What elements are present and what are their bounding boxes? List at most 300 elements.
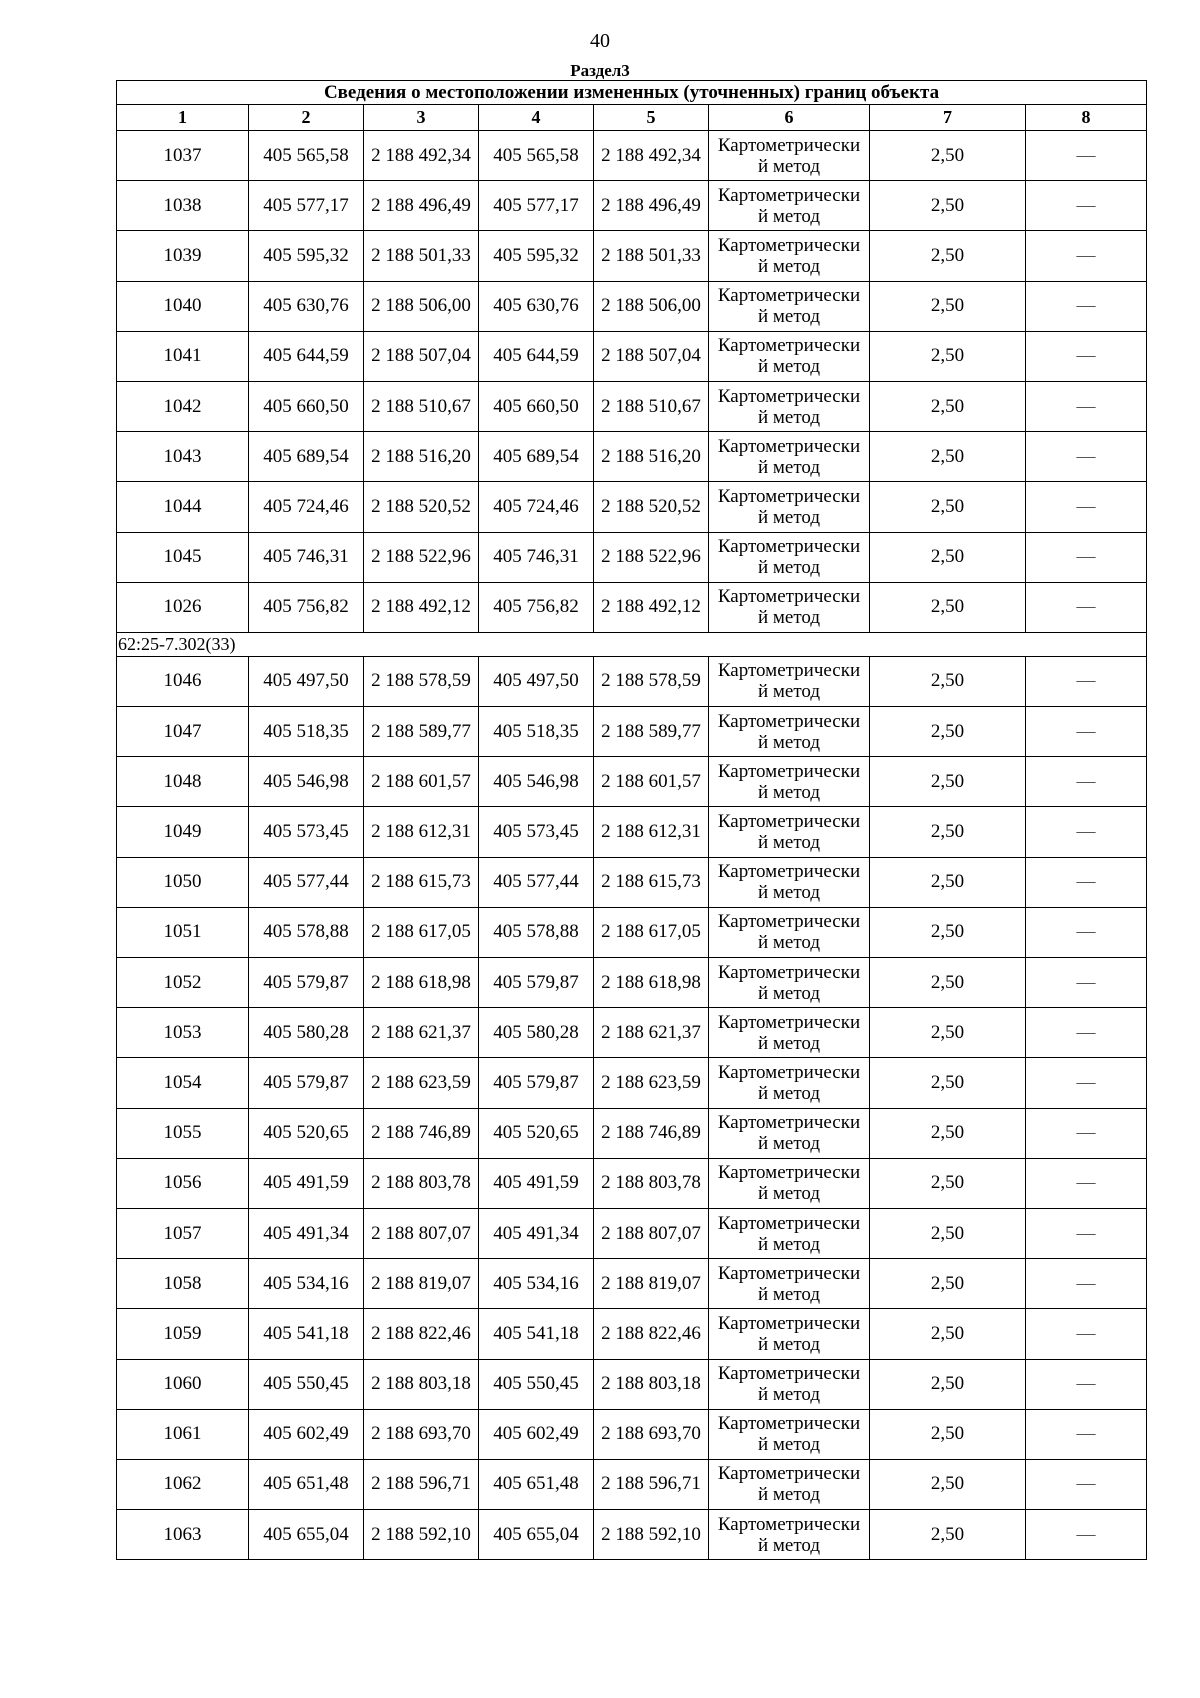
accuracy-value: 2,50	[870, 1510, 1026, 1560]
method-line-1: Картометрически	[717, 485, 861, 507]
y-coordinate-refined: 2 188 612,31	[594, 807, 709, 857]
accuracy-value: 2,50	[870, 757, 1026, 807]
method-line-2: й метод	[757, 1283, 821, 1305]
method-line-2: й метод	[757, 1484, 821, 1506]
accuracy-value: 2,50	[870, 907, 1026, 957]
method-cell	[709, 1208, 870, 1258]
method-line-2: й метод	[757, 205, 821, 227]
y-coordinate-refined: 2 188 621,37	[594, 1008, 709, 1058]
point-number: 1038	[117, 181, 249, 231]
table-row	[117, 1459, 1147, 1509]
method-cell	[709, 958, 870, 1008]
page-number: 40	[590, 30, 610, 52]
y-coordinate-existing: 2 188 693,70	[364, 1409, 479, 1459]
point-number: 1056	[117, 1158, 249, 1208]
method-line-1: Картометрически	[717, 184, 861, 206]
table-row	[117, 432, 1147, 482]
method-line-1: Картометрически	[717, 1162, 861, 1184]
method-cell	[709, 707, 870, 757]
accuracy-value: 2,50	[870, 131, 1026, 181]
accuracy-value: 2,50	[870, 331, 1026, 381]
y-coordinate-existing: 2 188 601,57	[364, 757, 479, 807]
dash-cell: —	[1026, 1208, 1147, 1258]
x-coordinate-refined: 405 660,50	[479, 381, 594, 431]
y-coordinate-refined: 2 188 506,00	[594, 281, 709, 331]
y-coordinate-existing: 2 188 492,12	[364, 582, 479, 632]
method-line-1: Картометрически	[717, 1011, 861, 1033]
method-line-1: Картометрически	[717, 1061, 861, 1083]
x-coordinate-existing: 405 497,50	[249, 656, 364, 706]
x-coordinate-refined: 405 689,54	[479, 432, 594, 482]
method-cell	[709, 1158, 870, 1208]
method-line-1: Картометрически	[717, 285, 861, 307]
x-coordinate-refined: 405 573,45	[479, 807, 594, 857]
method-cell	[709, 181, 870, 231]
table-row	[117, 532, 1147, 582]
accuracy-value: 2,50	[870, 1108, 1026, 1158]
method-line-2: й метод	[757, 607, 821, 629]
dash-cell: —	[1026, 231, 1147, 281]
method-line-1: Картометрически	[717, 710, 861, 732]
x-coordinate-existing: 405 630,76	[249, 281, 364, 331]
point-number: 1057	[117, 1208, 249, 1258]
dash-cell: —	[1026, 857, 1147, 907]
table-row	[117, 482, 1147, 532]
method-cell	[709, 807, 870, 857]
method-line-2: й метод	[757, 255, 821, 277]
table-row	[117, 582, 1147, 632]
y-coordinate-refined: 2 188 822,46	[594, 1309, 709, 1359]
point-number: 1048	[117, 757, 249, 807]
dash-cell: —	[1026, 532, 1147, 582]
dash-cell: —	[1026, 381, 1147, 431]
x-coordinate-existing: 405 565,58	[249, 131, 364, 181]
x-coordinate-existing: 405 491,59	[249, 1158, 364, 1208]
dash-cell: —	[1026, 1259, 1147, 1309]
x-coordinate-existing: 405 660,50	[249, 381, 364, 431]
x-coordinate-refined: 405 520,65	[479, 1108, 594, 1158]
x-coordinate-refined: 405 578,88	[479, 907, 594, 957]
x-coordinate-refined: 405 580,28	[479, 1008, 594, 1058]
x-coordinate-existing: 405 541,18	[249, 1309, 364, 1359]
dash-cell: —	[1026, 1359, 1147, 1409]
point-number: 1053	[117, 1008, 249, 1058]
method-line-1: Картометрически	[717, 1212, 861, 1234]
method-cell	[709, 757, 870, 807]
y-coordinate-refined: 2 188 693,70	[594, 1409, 709, 1459]
method-cell	[709, 582, 870, 632]
coordinates-table	[116, 80, 1147, 1560]
x-coordinate-refined: 405 550,45	[479, 1359, 594, 1409]
method-line-1: Картометрически	[717, 911, 861, 933]
method-line-2: й метод	[757, 882, 821, 904]
accuracy-value: 2,50	[870, 532, 1026, 582]
y-coordinate-existing: 2 188 492,34	[364, 131, 479, 181]
x-coordinate-refined: 405 724,46	[479, 482, 594, 532]
point-number: 1037	[117, 131, 249, 181]
table-row	[117, 757, 1147, 807]
method-line-2: й метод	[757, 1032, 821, 1054]
point-number: 1049	[117, 807, 249, 857]
method-line-2: й метод	[757, 1133, 821, 1155]
y-coordinate-existing: 2 188 496,49	[364, 181, 479, 231]
y-coordinate-existing: 2 188 578,59	[364, 656, 479, 706]
method-line-1: Картометрически	[717, 861, 861, 883]
dash-cell: —	[1026, 1459, 1147, 1509]
dash-cell: —	[1026, 1409, 1147, 1459]
table-row	[117, 281, 1147, 331]
point-number: 1041	[117, 331, 249, 381]
y-coordinate-existing: 2 188 618,98	[364, 958, 479, 1008]
method-cell	[709, 532, 870, 582]
y-coordinate-refined: 2 188 492,12	[594, 582, 709, 632]
accuracy-value: 2,50	[870, 1259, 1026, 1309]
y-coordinate-existing: 2 188 516,20	[364, 432, 479, 482]
y-coordinate-existing: 2 188 623,59	[364, 1058, 479, 1108]
dash-cell: —	[1026, 1309, 1147, 1359]
method-cell	[709, 381, 870, 431]
method-line-1: Картометрически	[717, 660, 861, 682]
x-coordinate-refined: 405 491,34	[479, 1208, 594, 1258]
dash-cell: —	[1026, 482, 1147, 532]
dash-cell: —	[1026, 1108, 1147, 1158]
y-coordinate-existing: 2 188 746,89	[364, 1108, 479, 1158]
table-row	[117, 131, 1147, 181]
accuracy-value: 2,50	[870, 231, 1026, 281]
method-cell	[709, 131, 870, 181]
table-row	[117, 1208, 1147, 1258]
accuracy-value: 2,50	[870, 1208, 1026, 1258]
x-coordinate-existing: 405 602,49	[249, 1409, 364, 1459]
method-line-1: Картометрически	[717, 335, 861, 357]
column-number: 5	[594, 105, 709, 131]
accuracy-value: 2,50	[870, 582, 1026, 632]
dash-cell: —	[1026, 131, 1147, 181]
x-coordinate-existing: 405 577,44	[249, 857, 364, 907]
x-coordinate-refined: 405 577,17	[479, 181, 594, 231]
method-cell	[709, 231, 870, 281]
y-coordinate-refined: 2 188 596,71	[594, 1459, 709, 1509]
x-coordinate-refined: 405 579,87	[479, 1058, 594, 1108]
y-coordinate-refined: 2 188 807,07	[594, 1208, 709, 1258]
table-row	[117, 1108, 1147, 1158]
method-cell	[709, 281, 870, 331]
y-coordinate-refined: 2 188 496,49	[594, 181, 709, 231]
accuracy-value: 2,50	[870, 432, 1026, 482]
point-number: 1059	[117, 1309, 249, 1359]
method-cell	[709, 1359, 870, 1409]
y-coordinate-existing: 2 188 612,31	[364, 807, 479, 857]
x-coordinate-refined: 405 579,87	[479, 958, 594, 1008]
method-line-1: Картометрически	[717, 1513, 861, 1535]
y-coordinate-refined: 2 188 501,33	[594, 231, 709, 281]
point-number: 1061	[117, 1409, 249, 1459]
y-coordinate-existing: 2 188 822,46	[364, 1309, 479, 1359]
y-coordinate-existing: 2 188 617,05	[364, 907, 479, 957]
table-row	[117, 1409, 1147, 1459]
y-coordinate-refined: 2 188 592,10	[594, 1510, 709, 1560]
method-line-1: Картометрически	[717, 435, 861, 457]
y-coordinate-existing: 2 188 522,96	[364, 532, 479, 582]
table-row	[117, 181, 1147, 231]
y-coordinate-refined: 2 188 819,07	[594, 1259, 709, 1309]
table-row	[117, 1008, 1147, 1058]
x-coordinate-existing: 405 550,45	[249, 1359, 364, 1409]
column-number-row	[117, 105, 1147, 131]
x-coordinate-refined: 405 651,48	[479, 1459, 594, 1509]
point-number: 1052	[117, 958, 249, 1008]
y-coordinate-existing: 2 188 501,33	[364, 231, 479, 281]
method-line-2: й метод	[757, 781, 821, 803]
table-row	[117, 958, 1147, 1008]
x-coordinate-existing: 405 724,46	[249, 482, 364, 532]
table-row	[117, 807, 1147, 857]
x-coordinate-existing: 405 746,31	[249, 532, 364, 582]
dash-cell: —	[1026, 281, 1147, 331]
dash-cell: —	[1026, 958, 1147, 1008]
x-coordinate-refined: 405 602,49	[479, 1409, 594, 1459]
dash-cell: —	[1026, 707, 1147, 757]
accuracy-value: 2,50	[870, 1409, 1026, 1459]
accuracy-value: 2,50	[870, 181, 1026, 231]
method-cell	[709, 1510, 870, 1560]
table-row	[117, 1309, 1147, 1359]
dash-cell: —	[1026, 582, 1147, 632]
y-coordinate-refined: 2 188 578,59	[594, 656, 709, 706]
table-row	[117, 331, 1147, 381]
method-line-1: Картометрически	[717, 1363, 861, 1385]
accuracy-value: 2,50	[870, 1008, 1026, 1058]
method-cell	[709, 656, 870, 706]
x-coordinate-existing: 405 546,98	[249, 757, 364, 807]
method-cell	[709, 1058, 870, 1108]
section-title: Раздел3	[570, 61, 630, 80]
dash-cell: —	[1026, 432, 1147, 482]
method-line-2: й метод	[757, 1384, 821, 1406]
x-coordinate-existing: 405 595,32	[249, 231, 364, 281]
y-coordinate-refined: 2 188 589,77	[594, 707, 709, 757]
y-coordinate-existing: 2 188 589,77	[364, 707, 479, 757]
accuracy-value: 2,50	[870, 807, 1026, 857]
x-coordinate-refined: 405 756,82	[479, 582, 594, 632]
method-line-2: й метод	[757, 1333, 821, 1355]
method-line-1: Картометрически	[717, 1262, 861, 1284]
table-row	[117, 1158, 1147, 1208]
point-number: 1051	[117, 907, 249, 957]
x-coordinate-refined: 405 534,16	[479, 1259, 594, 1309]
dash-cell: —	[1026, 1008, 1147, 1058]
method-line-2: й метод	[757, 681, 821, 703]
table-row	[117, 1259, 1147, 1309]
column-number: 7	[870, 105, 1026, 131]
dash-cell: —	[1026, 1510, 1147, 1560]
method-line-2: й метод	[757, 456, 821, 478]
y-coordinate-refined: 2 188 803,18	[594, 1359, 709, 1409]
x-coordinate-existing: 405 534,16	[249, 1259, 364, 1309]
table-caption: Сведения о местоположении измененных (уточненных) границ объекта	[117, 81, 1147, 105]
y-coordinate-existing: 2 188 807,07	[364, 1208, 479, 1258]
column-number: 2	[249, 105, 364, 131]
dash-cell: —	[1026, 807, 1147, 857]
y-coordinate-refined: 2 188 601,57	[594, 757, 709, 807]
point-number: 1042	[117, 381, 249, 431]
accuracy-value: 2,50	[870, 857, 1026, 907]
dash-cell: —	[1026, 1058, 1147, 1108]
y-coordinate-existing: 2 188 507,04	[364, 331, 479, 381]
y-coordinate-existing: 2 188 819,07	[364, 1259, 479, 1309]
point-number: 1047	[117, 707, 249, 757]
y-coordinate-existing: 2 188 803,18	[364, 1359, 479, 1409]
dash-cell: —	[1026, 907, 1147, 957]
y-coordinate-existing: 2 188 596,71	[364, 1459, 479, 1509]
method-cell	[709, 1108, 870, 1158]
point-number: 1045	[117, 532, 249, 582]
x-coordinate-existing: 405 518,35	[249, 707, 364, 757]
method-line-2: й метод	[757, 406, 821, 428]
group-row	[117, 632, 1147, 656]
method-line-1: Картометрически	[717, 811, 861, 833]
method-cell	[709, 907, 870, 957]
y-coordinate-refined: 2 188 507,04	[594, 331, 709, 381]
method-line-1: Картометрически	[717, 536, 861, 558]
x-coordinate-existing: 405 689,54	[249, 432, 364, 482]
x-coordinate-refined: 405 541,18	[479, 1309, 594, 1359]
method-line-2: й метод	[757, 832, 821, 854]
accuracy-value: 2,50	[870, 707, 1026, 757]
y-coordinate-existing: 2 188 592,10	[364, 1510, 479, 1560]
method-line-2: й метод	[757, 506, 821, 528]
x-coordinate-refined: 405 595,32	[479, 231, 594, 281]
method-cell	[709, 331, 870, 381]
x-coordinate-refined: 405 491,59	[479, 1158, 594, 1208]
y-coordinate-refined: 2 188 520,52	[594, 482, 709, 532]
method-cell	[709, 857, 870, 907]
method-line-2: й метод	[757, 356, 821, 378]
x-coordinate-existing: 405 651,48	[249, 1459, 364, 1509]
dash-cell: —	[1026, 181, 1147, 231]
point-number: 1062	[117, 1459, 249, 1509]
y-coordinate-refined: 2 188 510,67	[594, 381, 709, 431]
point-number: 1026	[117, 582, 249, 632]
point-number: 1046	[117, 656, 249, 706]
point-number: 1044	[117, 482, 249, 532]
group-label: 62:25-7.302(33)	[117, 632, 1147, 656]
x-coordinate-refined: 405 497,50	[479, 656, 594, 706]
y-coordinate-refined: 2 188 615,73	[594, 857, 709, 907]
point-number: 1063	[117, 1510, 249, 1560]
method-line-1: Картометрически	[717, 1463, 861, 1485]
y-coordinate-refined: 2 188 623,59	[594, 1058, 709, 1108]
method-cell	[709, 1259, 870, 1309]
x-coordinate-existing: 405 756,82	[249, 582, 364, 632]
column-number: 6	[709, 105, 870, 131]
x-coordinate-refined: 405 577,44	[479, 857, 594, 907]
method-line-2: й метод	[757, 557, 821, 579]
column-number: 3	[364, 105, 479, 131]
method-line-1: Картометрически	[717, 234, 861, 256]
column-number: 1	[117, 105, 249, 131]
accuracy-value: 2,50	[870, 381, 1026, 431]
method-cell	[709, 482, 870, 532]
method-line-1: Картометрически	[717, 134, 861, 156]
y-coordinate-existing: 2 188 615,73	[364, 857, 479, 907]
method-line-2: й метод	[757, 982, 821, 1004]
point-number: 1055	[117, 1108, 249, 1158]
x-coordinate-existing: 405 577,17	[249, 181, 364, 231]
table-row	[117, 1510, 1147, 1560]
method-cell	[709, 1409, 870, 1459]
y-coordinate-existing: 2 188 510,67	[364, 381, 479, 431]
x-coordinate-refined: 405 565,58	[479, 131, 594, 181]
method-line-1: Картометрически	[717, 1112, 861, 1134]
y-coordinate-existing: 2 188 506,00	[364, 281, 479, 331]
y-coordinate-refined: 2 188 522,96	[594, 532, 709, 582]
y-coordinate-refined: 2 188 746,89	[594, 1108, 709, 1158]
method-line-2: й метод	[757, 932, 821, 954]
accuracy-value: 2,50	[870, 1359, 1026, 1409]
x-coordinate-refined: 405 746,31	[479, 532, 594, 582]
point-number: 1058	[117, 1259, 249, 1309]
table-row	[117, 907, 1147, 957]
accuracy-value: 2,50	[870, 656, 1026, 706]
y-coordinate-refined: 2 188 803,78	[594, 1158, 709, 1208]
point-number: 1043	[117, 432, 249, 482]
table-row	[117, 857, 1147, 907]
method-line-2: й метод	[757, 1434, 821, 1456]
method-line-1: Картометрически	[717, 760, 861, 782]
accuracy-value: 2,50	[870, 281, 1026, 331]
x-coordinate-refined: 405 518,35	[479, 707, 594, 757]
point-number: 1050	[117, 857, 249, 907]
table-row	[117, 1058, 1147, 1108]
x-coordinate-existing: 405 644,59	[249, 331, 364, 381]
y-coordinate-existing: 2 188 520,52	[364, 482, 479, 532]
dash-cell: —	[1026, 656, 1147, 706]
method-line-1: Картометрически	[717, 1413, 861, 1435]
x-coordinate-refined: 405 655,04	[479, 1510, 594, 1560]
table-row	[117, 1359, 1147, 1409]
x-coordinate-existing: 405 573,45	[249, 807, 364, 857]
method-line-2: й метод	[757, 1082, 821, 1104]
point-number: 1039	[117, 231, 249, 281]
method-line-1: Картометрически	[717, 385, 861, 407]
y-coordinate-existing: 2 188 621,37	[364, 1008, 479, 1058]
point-number: 1060	[117, 1359, 249, 1409]
method-line-2: й метод	[757, 155, 821, 177]
dash-cell: —	[1026, 331, 1147, 381]
accuracy-value: 2,50	[870, 958, 1026, 1008]
y-coordinate-existing: 2 188 803,78	[364, 1158, 479, 1208]
y-coordinate-refined: 2 188 492,34	[594, 131, 709, 181]
method-line-1: Картометрически	[717, 586, 861, 608]
x-coordinate-refined: 405 630,76	[479, 281, 594, 331]
x-coordinate-existing: 405 578,88	[249, 907, 364, 957]
x-coordinate-existing: 405 579,87	[249, 958, 364, 1008]
method-cell	[709, 1309, 870, 1359]
method-line-2: й метод	[757, 1534, 821, 1556]
table-row	[117, 656, 1147, 706]
method-line-2: й метод	[757, 1183, 821, 1205]
y-coordinate-refined: 2 188 617,05	[594, 907, 709, 957]
x-coordinate-existing: 405 491,34	[249, 1208, 364, 1258]
table-row	[117, 381, 1147, 431]
y-coordinate-refined: 2 188 516,20	[594, 432, 709, 482]
y-coordinate-refined: 2 188 618,98	[594, 958, 709, 1008]
accuracy-value: 2,50	[870, 1459, 1026, 1509]
accuracy-value: 2,50	[870, 1158, 1026, 1208]
accuracy-value: 2,50	[870, 1058, 1026, 1108]
method-line-2: й метод	[757, 731, 821, 753]
